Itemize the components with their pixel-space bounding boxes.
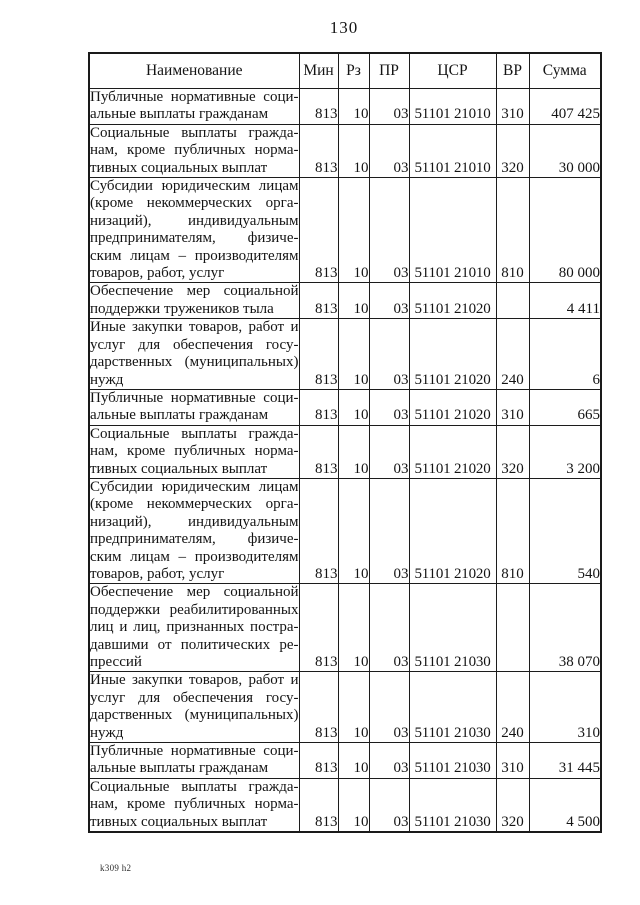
cell-min: 813 [299,178,338,283]
cell-rz: 10 [338,389,369,425]
budget-table [88,52,602,833]
column-header-pr: ПР [369,53,409,89]
cell-csr: 51101 21020 [409,319,496,390]
column-header-vr: ВР [496,53,529,89]
cell-name: Публичные нормативные соци-альные выплаты гражданам [90,743,299,777]
cell-vr: 240 [496,672,529,743]
cell-summa: 3 200 [529,425,601,478]
cell-pr: 03 [369,425,409,478]
cell-summa: 80 000 [529,178,601,283]
cell-pr: 03 [369,672,409,743]
cell-name: Обеспечение мер социальной поддержки тружеников тыла [90,283,299,317]
cell-name: Субсидии юридическим лицам (кроме некоммерческих орга-низаций), индивидуальным предпринимателям, физиче-ским лицам – производителям товаров, работ, услуг [90,178,299,282]
cell-min: 813 [299,672,338,743]
cell-csr: 51101 21010 [409,124,496,177]
cell-name: Социальные выплаты гражда-нам, кроме публичных норма-тивных социальных выплат [90,425,299,477]
cell-vr: 810 [496,178,529,283]
page-number: 130 [329,18,359,37]
column-header-min: Мин [299,53,338,89]
cell-csr: 51101 21030 [409,743,496,779]
cell-csr: 51101 21020 [409,478,496,583]
cell-name: Обеспечение мер социальной поддержки реабилитированных лиц и лиц, признанных постра-давшими от политических ре-прессий [90,584,299,670]
cell-rz: 10 [338,778,369,832]
table-row [89,389,601,425]
cell-min: 813 [299,124,338,177]
cell-csr: 51101 21010 [409,178,496,283]
table-row [89,778,601,832]
cell-csr: 51101 21030 [409,584,496,672]
table-row [89,178,601,283]
table-row [89,89,601,125]
cell-min: 813 [299,319,338,390]
table-header-row [89,53,601,89]
cell-rz: 10 [338,178,369,283]
cell-csr: 51101 21030 [409,778,496,832]
cell-vr: 810 [496,478,529,583]
cell-min: 813 [299,425,338,478]
table-row [89,283,601,319]
cell-name: Субсидии юридическим лицам (кроме некоммерческих орга-низаций), индивидуальным предпринимателям, физиче-ским лицам – производителям товаров, работ, услуг [90,478,299,582]
cell-rz: 10 [338,672,369,743]
cell-csr: 51101 21020 [409,425,496,478]
cell-summa: 30 000 [529,124,601,177]
cell-vr: 320 [496,425,529,478]
cell-rz: 10 [338,584,369,672]
table-row [89,478,601,583]
cell-summa: 6 [529,319,601,390]
cell-rz: 10 [338,283,369,319]
cell-summa: 4 500 [529,778,601,832]
cell-name: Иные закупки товаров, работ и услуг для обеспечения госу-дарственных (муниципальных) нужд [90,672,299,741]
cell-pr: 03 [369,478,409,583]
cell-name: Публичные нормативные соци-альные выплаты гражданам [90,89,299,123]
cell-csr: 51101 21020 [409,283,496,319]
footer-code: k309 h2 [100,863,132,873]
cell-vr: 240 [496,319,529,390]
cell-name: Социальные выплаты гражда-нам, кроме публичных норма-тивных социальных выплат [90,124,299,176]
cell-csr: 51101 21020 [409,389,496,425]
cell-rz: 10 [338,743,369,779]
cell-csr: 51101 21010 [409,89,496,125]
cell-vr: 310 [496,743,529,779]
cell-rz: 10 [338,89,369,125]
table-row [89,124,601,177]
table-body [89,89,601,833]
cell-pr: 03 [369,743,409,779]
cell-name: Публичные нормативные соци-альные выплаты гражданам [90,389,299,424]
cell-min: 813 [299,584,338,672]
table-row [89,743,601,779]
cell-min: 813 [299,743,338,779]
cell-name: Иные закупки товаров, работ и услуг для обеспечения госу-дарственных (муниципальных) нужд [90,319,299,388]
budget-table-container [88,52,600,833]
cell-csr: 51101 21030 [409,672,496,743]
cell-pr: 03 [369,389,409,425]
column-header-csr: ЦСР [409,53,496,89]
table-row [89,672,601,743]
cell-vr [496,584,529,672]
cell-pr: 03 [369,89,409,125]
cell-summa: 310 [529,672,601,743]
cell-min: 813 [299,778,338,832]
cell-min: 813 [299,283,338,319]
cell-vr: 320 [496,778,529,832]
cell-summa: 407 425 [529,89,601,125]
cell-rz: 10 [338,425,369,478]
cell-pr: 03 [369,178,409,283]
cell-vr [496,283,529,319]
cell-rz: 10 [338,478,369,583]
cell-pr: 03 [369,283,409,319]
cell-name: Социальные выплаты гражда-нам, кроме публичных норма-тивных социальных выплат [89,778,299,832]
cell-pr: 03 [369,319,409,390]
cell-min: 813 [299,389,338,425]
cell-pr: 03 [369,124,409,177]
table-row [89,584,601,672]
cell-min: 813 [299,89,338,125]
cell-min: 813 [299,478,338,583]
cell-pr: 03 [369,778,409,832]
cell-vr: 320 [496,124,529,177]
cell-summa: 4 411 [529,283,601,319]
table-row [89,319,601,390]
cell-vr: 310 [496,89,529,125]
cell-summa: 38 070 [529,584,601,672]
column-header-summa: Сумма [529,53,601,89]
cell-rz: 10 [338,124,369,177]
cell-rz: 10 [338,319,369,390]
cell-summa: 31 445 [529,743,601,779]
column-header-rz: Рз [338,53,369,89]
table-row [89,425,601,478]
cell-vr: 310 [496,389,529,425]
cell-summa: 540 [529,478,601,583]
column-header-name: Наименование [89,53,299,89]
cell-summa: 665 [529,389,601,425]
cell-pr: 03 [369,584,409,672]
